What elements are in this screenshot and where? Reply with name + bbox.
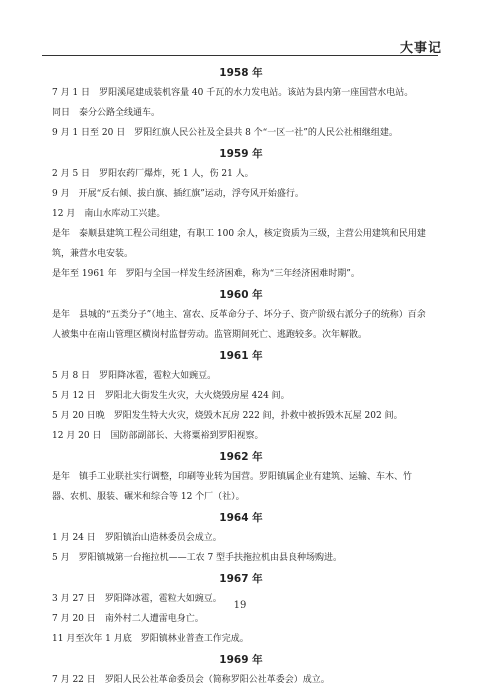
entry-text: 罗阳农药厂爆炸，死 1 人，伤 21 人。: [99, 169, 254, 179]
chronicle-entry: [52, 609, 430, 629]
chronicle-entry: [52, 264, 430, 284]
entry-text: 镇手工业联社实行调整，印刷等业转为国营。罗阳镇属企业有建筑、运输、车木、竹器、农机、服装、碾米和综合等 12 个厂（社）。: [52, 472, 413, 502]
entry-text: 南山水库动工兴建。: [84, 209, 166, 219]
entry-date: 11 月至次年 1 月底: [52, 634, 132, 644]
entry-text: 罗阳镇林业普查工作完成。: [140, 634, 249, 644]
entry-gap: [96, 675, 105, 685]
entry-text: 县城的“五类分子”（地主、富农、反革命分子、坏分子、资产阶级右派分子的统称）百余人被集中在南山管理区横岗村监督劳动。监管期间死亡、逃跑较多。次年解散。: [52, 310, 426, 340]
running-header-title: 大事记: [399, 41, 442, 56]
chronicle-entry: [52, 467, 430, 507]
entry-date: 2 月 5 日: [52, 169, 91, 179]
entry-date: 5 月: [52, 553, 70, 563]
entry-text: 罗阳溪尾建成装机容量 40 千瓦的水力发电站。该站为县内第一座国营水电站。: [99, 88, 414, 98]
entry-date: 12 月 20 日: [52, 431, 102, 441]
chronicle-entry: [52, 629, 430, 649]
chronicle-entry: [52, 548, 430, 568]
year-heading: 1962 年: [219, 451, 263, 463]
entry-gap: [96, 391, 105, 401]
entry-gap: [70, 472, 79, 482]
chronicle-entry: [52, 366, 430, 386]
chronicle-entry: [52, 426, 430, 446]
entry-date: 是年至 1961 年: [52, 269, 117, 279]
entry-text: 泰分公路全线通车。: [79, 108, 161, 118]
header-divider: [42, 55, 438, 56]
entry-text: 罗阳镇城第一台拖拉机——工农 7 型手扶拖拉机由县良种场购进。: [78, 553, 343, 563]
entry-gap: [105, 411, 114, 421]
entry-text: 泰顺县建筑工程公司组建，有职工 100 余人，核定资质为三级，主营公用建筑和民用建筑，兼营水电安装。: [52, 229, 426, 259]
chronicle-entry: [52, 305, 430, 345]
chronicle-entry: [52, 164, 430, 184]
entry-gap: [125, 128, 134, 138]
chronicle-entry: [52, 123, 430, 143]
entry-text: 罗阳红旗人民公社及全县共 8 个“一区一社”的人民公社相继组建。: [134, 128, 398, 138]
entry-text: 罗阳与全国一样发生经济困难，称为“三年经济困难时期”。: [125, 269, 360, 279]
entry-date: 7 月 1 日: [52, 88, 91, 98]
year-heading: 1960 年: [219, 289, 263, 301]
entry-gap: [117, 269, 126, 279]
chronicle-content: [52, 62, 430, 690]
entry-date: 7 月 20 日: [52, 614, 96, 624]
year-heading: 1959 年: [219, 148, 263, 160]
entry-date: 7 月 22 日: [52, 675, 96, 685]
year-heading: 1964 年: [219, 512, 263, 524]
entry-gap: [70, 189, 79, 199]
entry-gap: [96, 614, 105, 624]
chronicle-entry: [52, 103, 430, 123]
entry-gap: [96, 533, 105, 543]
chronicle-entry: [52, 204, 430, 224]
entry-date: 是年: [52, 310, 71, 320]
year-heading: 1967 年: [219, 573, 263, 585]
entry-date: 3 月 27 日: [52, 594, 96, 604]
chronicle-entry: [52, 528, 430, 548]
entry-text: 罗阳降冰雹，雹粒大如豌豆。: [99, 371, 217, 381]
entry-date: 是年: [52, 472, 71, 482]
chronicle-entry: [52, 386, 430, 406]
entry-date: 5 月 8 日: [52, 371, 91, 381]
year-heading: 1961 年: [219, 350, 263, 362]
entry-date: 5 月 20 日晚: [52, 411, 105, 421]
entry-gap: [75, 209, 84, 219]
entry-gap: [90, 88, 99, 98]
entry-gap: [132, 634, 141, 644]
entry-text: 罗阳降冰雹，雹粒大如豌豆。: [104, 594, 222, 604]
entry-gap: [70, 310, 79, 320]
entry-text: 罗阳发生特大火灾，烧毁木瓦房 222 间，扑救中被拆毁木瓦屋 202 间。: [113, 411, 403, 421]
chronicle-entry: [52, 670, 430, 690]
year-heading: 1958 年: [219, 67, 263, 79]
page-number: 19: [233, 600, 247, 611]
entry-gap: [70, 229, 79, 239]
entry-text: 国防部副部长、大将粟裕到罗阳视察。: [110, 431, 264, 441]
chronicle-entry: [52, 83, 430, 103]
entry-gap: [90, 371, 99, 381]
entry-text: 罗阳镇治山造林委员会成立。: [104, 533, 222, 543]
entry-text: 开展“反右倾、拔白旗、插红旗”运动，浮夸风开始盛行。: [78, 189, 304, 199]
entry-date: 是年: [52, 229, 71, 239]
entry-date: 5 月 12 日: [52, 391, 96, 401]
entry-date: 同日: [52, 108, 71, 118]
entry-gap: [70, 108, 79, 118]
entry-gap: [102, 431, 111, 441]
entry-date: 1 月 24 日: [52, 533, 96, 543]
entry-text: 南外村二人遭雷电身亡。: [104, 614, 204, 624]
entry-date: 9 月 1 日至 20 日: [52, 128, 126, 138]
chronicle-entry: [52, 184, 430, 204]
entry-gap: [90, 169, 99, 179]
entry-date: 9 月: [52, 189, 70, 199]
entry-text: 罗阳人民公社革命委员会（简称罗阳公社革委会）成立。: [104, 675, 330, 685]
year-heading: 1969 年: [219, 654, 263, 666]
entry-date: 12 月: [52, 209, 76, 219]
chronicle-entry: [52, 224, 430, 264]
chronicle-entry: [52, 406, 430, 426]
entry-gap: [70, 553, 79, 563]
entry-text: 罗阳北大街发生火灾，大火烧毁房屋 424 间。: [104, 391, 290, 401]
